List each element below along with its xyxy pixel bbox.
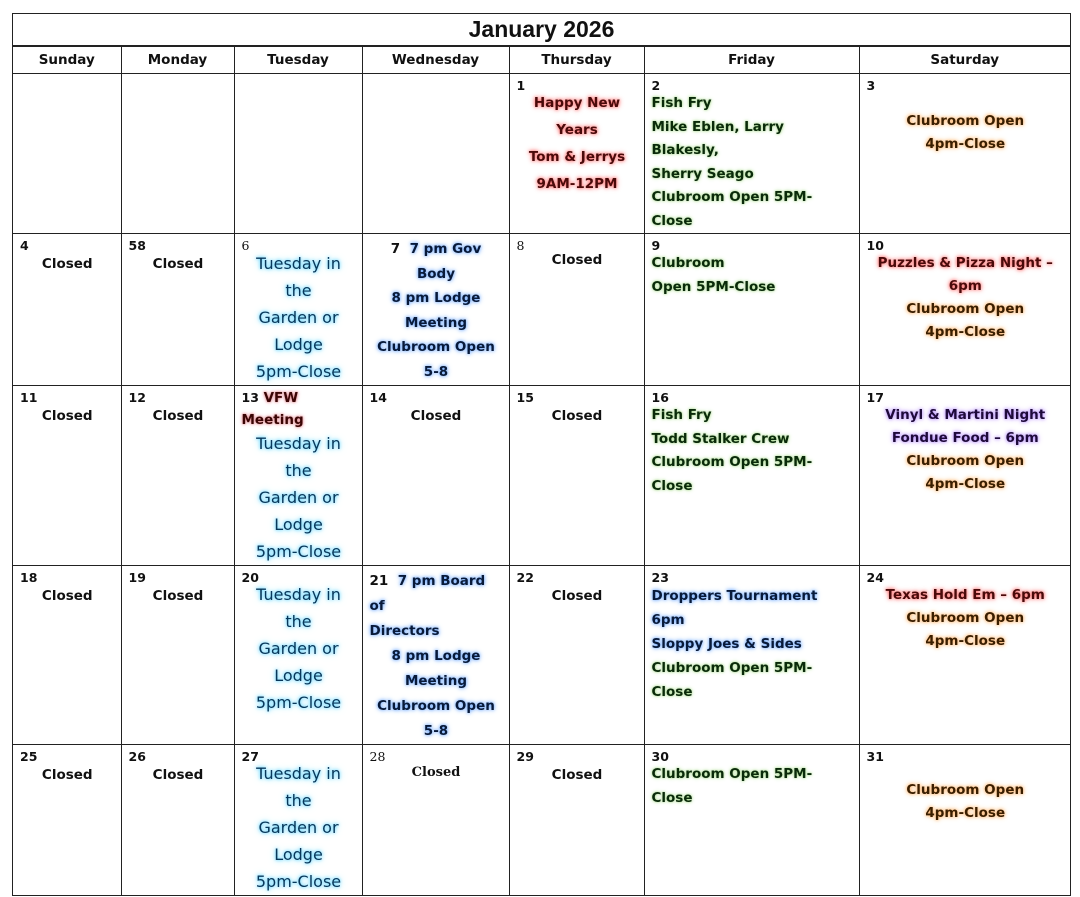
day-number: 58 xyxy=(128,238,146,253)
day-cell xyxy=(859,386,1070,566)
calendar xyxy=(12,13,1071,896)
weekday-wednesday: Wednesday xyxy=(362,47,509,74)
closed-label: Closed xyxy=(152,767,204,783)
day-number: 31 xyxy=(866,749,884,764)
event-line: 4pm-Close xyxy=(925,136,1006,152)
event-line: Tuesday in the xyxy=(256,254,341,300)
day-cell xyxy=(509,234,644,386)
weekday-saturday: Saturday xyxy=(859,47,1070,74)
event-line: 4pm-Close xyxy=(925,476,1006,492)
closed-label: Closed xyxy=(551,588,603,604)
day-cell xyxy=(644,386,859,566)
closed-label: Closed xyxy=(152,408,204,424)
day-cell xyxy=(509,386,644,566)
day-number: 15 xyxy=(516,390,534,405)
calendar-title: January 2026 xyxy=(13,14,1070,46)
day-cell xyxy=(13,745,121,896)
event-line: Fondue Food – 6pm xyxy=(891,430,1039,446)
day-number: 12 xyxy=(128,390,146,405)
event-line: Clubroom Open xyxy=(377,698,495,714)
week-row xyxy=(13,234,1070,386)
event-line: Lodge xyxy=(274,666,323,685)
closed-label: Closed xyxy=(410,408,462,424)
day-number: 13 xyxy=(241,390,259,405)
day-number: 4 xyxy=(20,238,29,253)
closed-label: Closed xyxy=(551,767,603,783)
day-cell xyxy=(644,566,859,745)
day-cell xyxy=(121,386,234,566)
closed-label: Closed xyxy=(41,256,93,272)
event-line: 5pm-Close xyxy=(255,872,342,891)
day-number: 24 xyxy=(866,570,884,585)
day-number: 23 xyxy=(651,570,669,585)
day-number: 28 xyxy=(369,749,386,764)
day-number: 17 xyxy=(866,390,884,405)
day-cell xyxy=(644,234,859,386)
day-cell xyxy=(859,566,1070,745)
event-line: 9AM-12PM xyxy=(536,176,618,192)
event-line: Lodge xyxy=(274,515,323,534)
event-line: VFW xyxy=(263,390,299,406)
day-cell xyxy=(362,386,509,566)
day-cell xyxy=(362,566,509,745)
event-line: 4pm-Close xyxy=(925,324,1006,340)
calendar-grid xyxy=(13,46,1070,895)
day-cell xyxy=(644,745,859,896)
event-line: 5pm-Close xyxy=(255,693,342,712)
day-cell xyxy=(859,74,1070,234)
day-number: 29 xyxy=(516,749,534,764)
event-line: Meeting xyxy=(241,412,304,428)
event-line: 8 pm Lodge xyxy=(391,648,481,664)
day-cell xyxy=(234,566,362,745)
event-line: Clubroom Open 5PM-Close xyxy=(651,189,813,229)
event-line: Happy New xyxy=(533,95,621,111)
week-row xyxy=(13,745,1070,896)
event-line: Mike Eblen, Larry Blakesly, xyxy=(651,118,784,158)
weekday-sunday: Sunday xyxy=(13,47,121,74)
day-cell xyxy=(509,74,644,234)
closed-label: Closed xyxy=(411,765,461,780)
weekday-friday: Friday xyxy=(644,47,859,74)
weekday-thursday: Thursday xyxy=(509,47,644,74)
event-line: Lodge xyxy=(274,335,323,354)
day-number: 7 xyxy=(390,241,401,257)
day-number: 18 xyxy=(20,570,38,585)
day-cell-empty xyxy=(13,74,121,234)
event-line: Tuesday in the xyxy=(256,764,341,810)
event-line: Clubroom Open xyxy=(906,453,1025,469)
day-number: 6 xyxy=(241,238,250,253)
day-cell xyxy=(13,386,121,566)
closed-label: Closed xyxy=(551,408,603,424)
event-line: Directors xyxy=(369,623,440,639)
day-number: 30 xyxy=(651,749,669,764)
event-line: Garden or xyxy=(258,639,339,658)
event-line: Clubroom Open 5PM-Close xyxy=(651,660,813,700)
closed-label: Closed xyxy=(41,767,93,783)
weekday-tuesday: Tuesday xyxy=(234,47,362,74)
event-line: Clubroom Open xyxy=(906,610,1025,626)
event-line: Years xyxy=(556,122,598,138)
event-line: Garden or xyxy=(258,488,339,507)
day-number: 25 xyxy=(20,749,38,764)
event-line: Tom & Jerrys xyxy=(528,149,626,165)
event-line: Sherry Seago xyxy=(651,165,754,182)
event-line: Sloppy Joes & Sides xyxy=(651,636,802,652)
event-line: 5pm-Close xyxy=(255,362,342,381)
closed-label: Closed xyxy=(41,408,93,424)
day-number: 27 xyxy=(241,749,259,764)
day-cell xyxy=(234,386,362,566)
event-line: Meeting xyxy=(404,314,468,331)
week-row xyxy=(13,566,1070,745)
event-line: 5-8 xyxy=(423,723,449,739)
day-cell xyxy=(13,566,121,745)
day-number: 19 xyxy=(128,570,146,585)
day-cell xyxy=(859,745,1070,896)
event-line: Clubroom Open 5PM-Close xyxy=(651,454,813,494)
event-line: Clubroom xyxy=(651,255,725,271)
day-cell xyxy=(234,745,362,896)
event-line: Clubroom Open xyxy=(906,113,1025,129)
event-line: Fish Fry xyxy=(651,95,712,111)
day-number: 16 xyxy=(651,390,669,405)
event-line: Clubroom Open xyxy=(906,301,1025,317)
day-cell xyxy=(362,745,509,896)
event-line: Tuesday in the xyxy=(256,585,341,631)
event-line: 4pm-Close xyxy=(925,805,1006,821)
week-row xyxy=(13,386,1070,566)
day-cell xyxy=(121,234,234,386)
event-line: 7 pm Board of xyxy=(369,573,486,614)
day-cell xyxy=(13,234,121,386)
day-cell xyxy=(121,566,234,745)
event-line: Droppers Tournament 6pm xyxy=(651,588,818,628)
closed-label: Closed xyxy=(41,588,93,604)
event-line: Clubroom Open 5PM-Close xyxy=(651,766,813,806)
event-line: 7 pm Gov Body xyxy=(409,241,482,282)
day-cell xyxy=(121,745,234,896)
event-line: Vinyl & Martini Night xyxy=(885,407,1046,423)
day-number: 8 xyxy=(516,238,525,253)
day-number: 1 xyxy=(516,78,526,93)
day-number: 3 xyxy=(866,78,876,93)
day-number: 26 xyxy=(128,749,146,764)
day-cell xyxy=(509,745,644,896)
event-line: 5-8 xyxy=(423,363,449,380)
week-row xyxy=(13,74,1070,234)
event-line: Meeting xyxy=(404,673,468,689)
day-number: 21 xyxy=(369,573,389,589)
closed-label: Closed xyxy=(152,256,204,272)
day-number: 2 xyxy=(651,78,661,93)
day-cell-empty xyxy=(362,74,509,234)
day-cell xyxy=(509,566,644,745)
day-cell xyxy=(362,234,509,386)
day-number: 22 xyxy=(516,570,534,585)
closed-label: Closed xyxy=(551,252,603,268)
event-line: 5pm-Close xyxy=(255,542,342,561)
day-cell xyxy=(234,234,362,386)
event-line: Puzzles & Pizza Night – 6pm xyxy=(877,255,1053,294)
event-line: 4pm-Close xyxy=(925,633,1006,649)
day-number: 11 xyxy=(20,390,38,405)
day-cell xyxy=(859,234,1070,386)
event-line: Garden or xyxy=(258,818,339,837)
event-line: Todd Stalker Crew xyxy=(651,430,790,447)
closed-label: Closed xyxy=(152,588,204,604)
day-number: 14 xyxy=(369,390,387,405)
event-line: Lodge xyxy=(274,845,323,864)
event-line: Fish Fry xyxy=(651,407,712,423)
day-cell-empty xyxy=(234,74,362,234)
event-line: Texas Hold Em – 6pm xyxy=(885,587,1045,603)
event-line: Garden or xyxy=(258,308,339,327)
day-number: 9 xyxy=(651,238,661,253)
day-cell xyxy=(644,74,859,234)
day-number: 20 xyxy=(241,570,259,585)
event-line: Clubroom Open xyxy=(377,339,495,355)
day-number: 10 xyxy=(866,238,884,253)
event-line: Clubroom Open xyxy=(906,782,1025,798)
event-line: Open 5PM-Close xyxy=(651,278,776,295)
weekday-header-row xyxy=(13,47,1070,74)
weekday-monday: Monday xyxy=(121,47,234,74)
day-cell-empty xyxy=(121,74,234,234)
event-line: 8 pm Lodge xyxy=(391,290,481,306)
event-line: Tuesday in the xyxy=(256,434,341,480)
